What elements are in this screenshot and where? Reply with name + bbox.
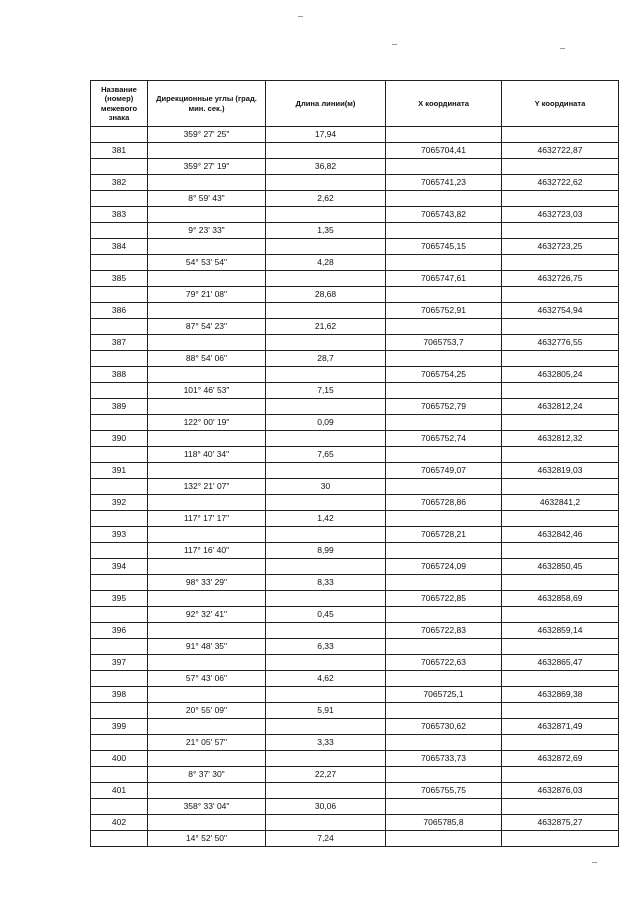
length-cell: 8,33: [266, 575, 386, 591]
x-cell: 7065745,15: [386, 239, 502, 255]
coordinates-table: [90, 80, 619, 847]
y-cell: 4632850,45: [502, 559, 619, 575]
point-name-cell: 388: [91, 367, 148, 383]
length-cell: 17,94: [266, 127, 386, 143]
point-name-cell: 382: [91, 175, 148, 191]
segment-row: [91, 159, 619, 175]
point-name-cell: 397: [91, 655, 148, 671]
segment-row: [91, 703, 619, 719]
length-cell: 4,28: [266, 255, 386, 271]
x-cell: 7065733,73: [386, 751, 502, 767]
length-cell: 1,42: [266, 511, 386, 527]
angle-cell: 14° 52' 50": [148, 831, 266, 847]
point-row: [91, 239, 619, 255]
point-name-cell: 385: [91, 271, 148, 287]
angle-cell: 57° 43' 06": [148, 671, 266, 687]
scan-speck: [560, 48, 565, 49]
point-name-cell: 400: [91, 751, 148, 767]
y-cell: 4632876,03: [502, 783, 619, 799]
angle-cell: 54° 53' 54": [148, 255, 266, 271]
angle-cell: 117° 17' 17": [148, 511, 266, 527]
length-cell: 8,99: [266, 543, 386, 559]
segment-row: [91, 831, 619, 847]
point-row: [91, 623, 619, 639]
length-cell: 7,24: [266, 831, 386, 847]
x-cell: 7065755,75: [386, 783, 502, 799]
point-name-cell: 399: [91, 719, 148, 735]
scan-speck: [592, 862, 597, 863]
point-name-cell: 390: [91, 431, 148, 447]
y-cell: 4632869,38: [502, 687, 619, 703]
angle-cell: 132° 21' 07": [148, 479, 266, 495]
angle-cell: 88° 54' 06": [148, 351, 266, 367]
point-row: [91, 591, 619, 607]
y-cell: 4632875,27: [502, 815, 619, 831]
point-name-cell: 393: [91, 527, 148, 543]
table-body: [91, 127, 619, 847]
length-cell: 3,33: [266, 735, 386, 751]
segment-row: [91, 671, 619, 687]
x-cell: 7065749,07: [386, 463, 502, 479]
y-cell: 4632805,24: [502, 367, 619, 383]
x-cell: 7065754,25: [386, 367, 502, 383]
point-name-cell: 398: [91, 687, 148, 703]
point-row: [91, 719, 619, 735]
length-cell: 30,06: [266, 799, 386, 815]
point-row: [91, 207, 619, 223]
x-cell: 7065704,41: [386, 143, 502, 159]
length-cell: 2,62: [266, 191, 386, 207]
point-name-cell: 392: [91, 495, 148, 511]
x-cell: 7065722,85: [386, 591, 502, 607]
x-cell: 7065728,21: [386, 527, 502, 543]
segment-row: [91, 319, 619, 335]
angle-cell: 92° 32' 41": [148, 607, 266, 623]
x-cell: 7065747,61: [386, 271, 502, 287]
angle-cell: 358° 33' 04": [148, 799, 266, 815]
y-cell: 4632858,69: [502, 591, 619, 607]
length-cell: 6,33: [266, 639, 386, 655]
point-row: [91, 431, 619, 447]
x-cell: 7065753,7: [386, 335, 502, 351]
y-cell: 4632722,87: [502, 143, 619, 159]
point-name-cell: 387: [91, 335, 148, 351]
length-cell: 0,09: [266, 415, 386, 431]
x-cell: 7065743,82: [386, 207, 502, 223]
point-row: [91, 783, 619, 799]
y-cell: 4632859,14: [502, 623, 619, 639]
y-cell: 4632776,55: [502, 335, 619, 351]
point-row: [91, 367, 619, 383]
y-cell: 4632819,03: [502, 463, 619, 479]
x-cell: 7065752,74: [386, 431, 502, 447]
header-point-name: Название (номер) межевого знака: [91, 81, 148, 127]
x-cell: 7065730,62: [386, 719, 502, 735]
segment-row: [91, 511, 619, 527]
point-name-cell: 401: [91, 783, 148, 799]
header-angle: Дирекционные углы (град. мин. сек.): [148, 81, 266, 127]
segment-row: [91, 639, 619, 655]
angle-cell: 21° 05' 57": [148, 735, 266, 751]
point-row: [91, 463, 619, 479]
angle-cell: 98° 33' 29": [148, 575, 266, 591]
point-row: [91, 399, 619, 415]
segment-row: [91, 287, 619, 303]
length-cell: 7,65: [266, 447, 386, 463]
y-cell: 4632754,94: [502, 303, 619, 319]
point-row: [91, 815, 619, 831]
y-cell: 4632812,32: [502, 431, 619, 447]
point-name-cell: 395: [91, 591, 148, 607]
segment-row: [91, 351, 619, 367]
length-cell: 28,7: [266, 351, 386, 367]
length-cell: 0,45: [266, 607, 386, 623]
point-row: [91, 271, 619, 287]
point-row: [91, 559, 619, 575]
angle-cell: 118° 40' 34": [148, 447, 266, 463]
x-cell: 7065724,09: [386, 559, 502, 575]
point-row: [91, 655, 619, 671]
y-cell: 4632726,75: [502, 271, 619, 287]
x-cell: 7065725,1: [386, 687, 502, 703]
x-cell: 7065752,79: [386, 399, 502, 415]
point-name-cell: 394: [91, 559, 148, 575]
segment-row: [91, 415, 619, 431]
x-cell: 7065785,8: [386, 815, 502, 831]
point-name-cell: 391: [91, 463, 148, 479]
angle-cell: 91° 48' 35": [148, 639, 266, 655]
length-cell: 28,68: [266, 287, 386, 303]
point-row: [91, 303, 619, 319]
y-cell: 4632812,24: [502, 399, 619, 415]
x-cell: 7065741,23: [386, 175, 502, 191]
segment-row: [91, 479, 619, 495]
angle-cell: 9° 23' 33": [148, 223, 266, 239]
length-cell: 5,91: [266, 703, 386, 719]
point-row: [91, 751, 619, 767]
y-cell: 4632871,49: [502, 719, 619, 735]
point-row: [91, 175, 619, 191]
scan-speck: [298, 16, 303, 17]
length-cell: 1,35: [266, 223, 386, 239]
y-cell: 4632865,47: [502, 655, 619, 671]
segment-row: [91, 735, 619, 751]
segment-row: [91, 447, 619, 463]
angle-cell: 8° 59' 43": [148, 191, 266, 207]
point-row: [91, 687, 619, 703]
length-cell: 30: [266, 479, 386, 495]
length-cell: 4,62: [266, 671, 386, 687]
table-header-row: [91, 81, 619, 127]
segment-row: [91, 255, 619, 271]
scan-speck: [392, 44, 397, 45]
angle-cell: 8° 37' 30": [148, 767, 266, 783]
y-cell: 4632723,03: [502, 207, 619, 223]
x-cell: 7065728,86: [386, 495, 502, 511]
y-cell: 4632723,25: [502, 239, 619, 255]
point-name-cell: 384: [91, 239, 148, 255]
header-y: Y координата: [502, 81, 619, 127]
point-name-cell: 383: [91, 207, 148, 223]
angle-cell: 101° 46' 53": [148, 383, 266, 399]
y-cell: 4632872,69: [502, 751, 619, 767]
x-cell: 7065722,63: [386, 655, 502, 671]
angle-cell: 79° 21' 08": [148, 287, 266, 303]
point-row: [91, 335, 619, 351]
angle-cell: 87° 54' 23": [148, 319, 266, 335]
angle-cell: 359° 27' 19": [148, 159, 266, 175]
angle-cell: 359° 27' 25": [148, 127, 266, 143]
length-cell: 21,62: [266, 319, 386, 335]
length-cell: 36,82: [266, 159, 386, 175]
segment-row: [91, 127, 619, 143]
segment-row: [91, 191, 619, 207]
point-name-cell: 402: [91, 815, 148, 831]
point-name-cell: 389: [91, 399, 148, 415]
y-cell: 4632722,62: [502, 175, 619, 191]
header-length: Длина линии(м): [266, 81, 386, 127]
segment-row: [91, 607, 619, 623]
segment-row: [91, 543, 619, 559]
header-x: X координата: [386, 81, 502, 127]
angle-cell: 117° 16' 40": [148, 543, 266, 559]
point-row: [91, 495, 619, 511]
segment-row: [91, 575, 619, 591]
y-cell: 4632841,2: [502, 495, 619, 511]
point-row: [91, 527, 619, 543]
angle-cell: 122° 00' 19": [148, 415, 266, 431]
length-cell: 7,15: [266, 383, 386, 399]
segment-row: [91, 799, 619, 815]
point-row: [91, 143, 619, 159]
point-name-cell: 386: [91, 303, 148, 319]
segment-row: [91, 383, 619, 399]
segment-row: [91, 223, 619, 239]
angle-cell: 20° 55' 09": [148, 703, 266, 719]
y-cell: 4632842,46: [502, 527, 619, 543]
x-cell: 7065722,83: [386, 623, 502, 639]
segment-row: [91, 767, 619, 783]
point-name-cell: 396: [91, 623, 148, 639]
length-cell: 22,27: [266, 767, 386, 783]
point-name-cell: 381: [91, 143, 148, 159]
x-cell: 7065752,91: [386, 303, 502, 319]
